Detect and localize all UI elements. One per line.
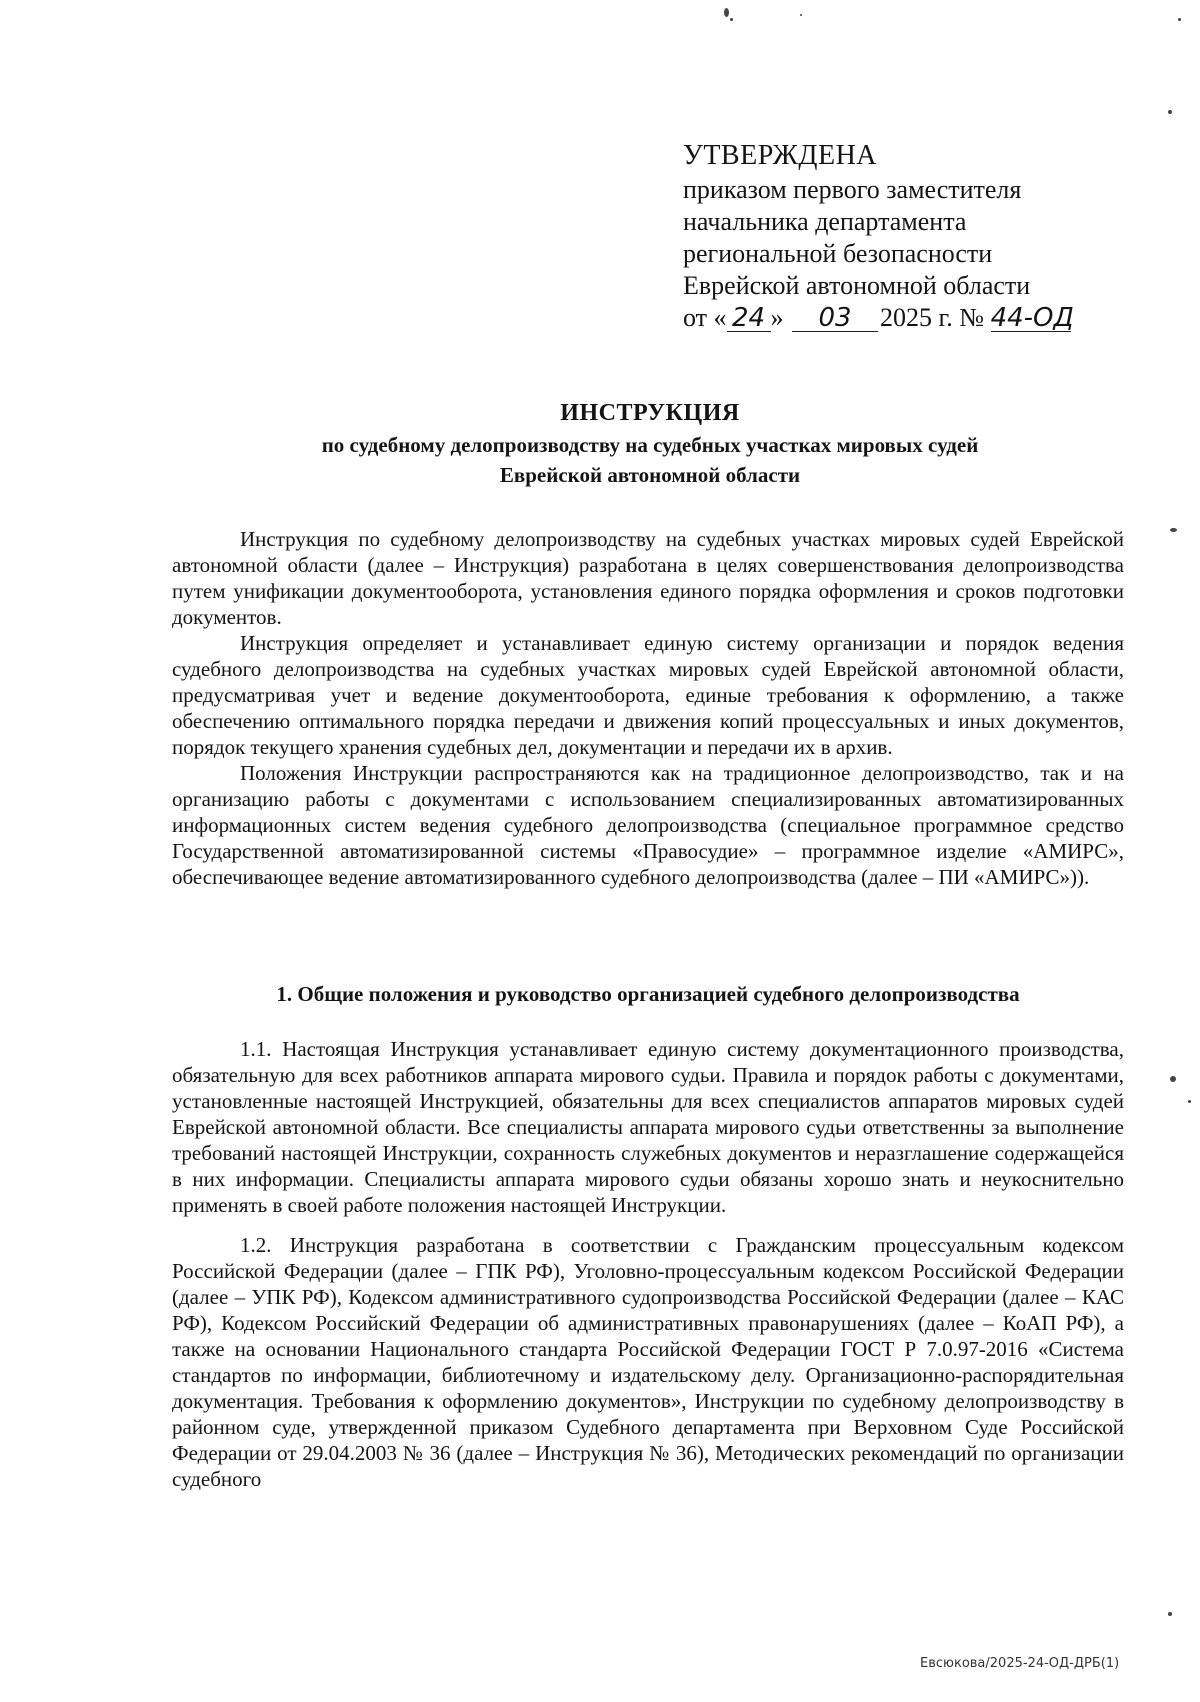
handwritten-order-number: 44-ОД: [990, 303, 1074, 333]
scan-speck: [800, 14, 802, 16]
footer-document-code: Евсюкова/2025-24-ОД-ДРБ(1): [920, 1656, 1120, 1671]
order-prefix: от «: [683, 303, 727, 332]
paragraph: Инструкция определяет и устанавливает единую систему организации и порядок ведения судебного делопроизводства на судебных участках мировых судей Еврейской автономной области, предусматривая учет и ведение документооборота, единые требования к оформлению, а также обеспечению оптимального порядка передачи и движения копий процессуальных и иных документов, порядок текущего хранения судебных дел, документации и передачи их в архив.: [172, 631, 1124, 759]
order-year: 2025 г. №: [880, 303, 985, 332]
intro-text: [172, 526, 1124, 890]
order-quote: »: [770, 303, 784, 332]
paragraph: 1.2. Инструкция разработана в соответствии с Гражданским процессуальным кодексом Российской Федерации (далее – ГПК РФ), Уголовно-процессуальным кодексом Российской Федерации (далее – УПК РФ), Кодексом административного судопроизводства Российской Федерации (далее – КАС РФ), Кодексом Российский Федерации об административных правонарушениях (далее – КоАП РФ), а также на основании Национального стандарта Российской Федерации ГОСТ Р 7.0.97-2016 «Система стандартов по информации, библиотечному и издательскому делу. Организационно-распорядительная документация. Требования к оформлению документов», Инструкции по судебному делопроизводству в районном суде, утвержденной приказом Судебного департамента при Верховном Суде Российской Федерации от 29.04.2003 № 36 (далее – Инструкция № 36), Методических рекомендаций по организации судебного: [172, 1233, 1124, 1491]
approval-title: УТВЕРЖДЕНА: [683, 140, 878, 171]
paragraph: Инструкция по судебному делопроизводству на судебных участках мировых судей Еврейской автономной области (далее – Инструкция) разработана в целях совершенствования делопроизводства путем унификации документооборота, установления единого порядка оформления и сроков подготовки документов.: [172, 527, 1124, 629]
approval-line: региональной безопасности: [683, 239, 993, 268]
approval-line: начальника департамента: [683, 207, 967, 236]
approval-line: приказом первого заместителя: [683, 175, 1022, 204]
scan-speck: [1168, 110, 1172, 114]
scan-speck: [1170, 528, 1177, 532]
scan-speck: [1168, 1612, 1172, 1616]
section-title: 1. Общие положения и руководство организацией судебного делопроизводства: [276, 982, 1020, 1006]
paragraph: 1.1. Настоящая Инструкция устанавливает единую систему документационного производства, обязательную для всех работников аппарата мирового судьи. Правила и порядок работы с документами, установленные настоящей Инструкцией, обязательны для всех специалистов аппаратов мировых судей Еврейской автономной области. Все специалисты аппарата мирового судьи ответственны за выполнение требований настоящей Инструкции, сохранность служебных документов и неразглашение содержащейся в них информации. Специалисты аппарата мирового судьи обязаны хорошо знать и неукоснительно применять в своей работе положения настоящей Инструкции.: [172, 1037, 1124, 1217]
scan-speck: [730, 18, 733, 21]
document-subtitle: по судебному делопроизводству на судебных участках мировых судей: [321, 433, 979, 457]
handwritten-day: 24: [727, 305, 771, 332]
order-reference: [683, 302, 1103, 334]
scan-speck: [1170, 1076, 1176, 1082]
document-subtitle: Еврейской автономной области: [499, 463, 801, 487]
approval-line: Еврейской автономной области: [683, 271, 1031, 300]
scan-speck: [1188, 1100, 1191, 1103]
scan-speck: [724, 8, 729, 17]
scan-speck: [1178, 18, 1181, 21]
paragraph: Положения Инструкции распространяются как на традиционное делопроизводство, так и на организацию работы с документами с использованием специализированных автоматизированных информационных систем ведения судебного делопроизводства (специальное программное средство Государственной автоматизированной системы «Правосудие» – программное изделие «АМИРС», обеспечивающее ведение автоматизированного судебного делопроизводства (далее – ПИ «АМИРС»)).: [172, 761, 1124, 889]
handwritten-month: 03: [792, 305, 878, 332]
approval-block: [683, 140, 1103, 334]
document-heading: [170, 396, 1130, 490]
document-title: ИНСТРУКЦИЯ: [560, 400, 740, 426]
section-text: [172, 1036, 1124, 1506]
